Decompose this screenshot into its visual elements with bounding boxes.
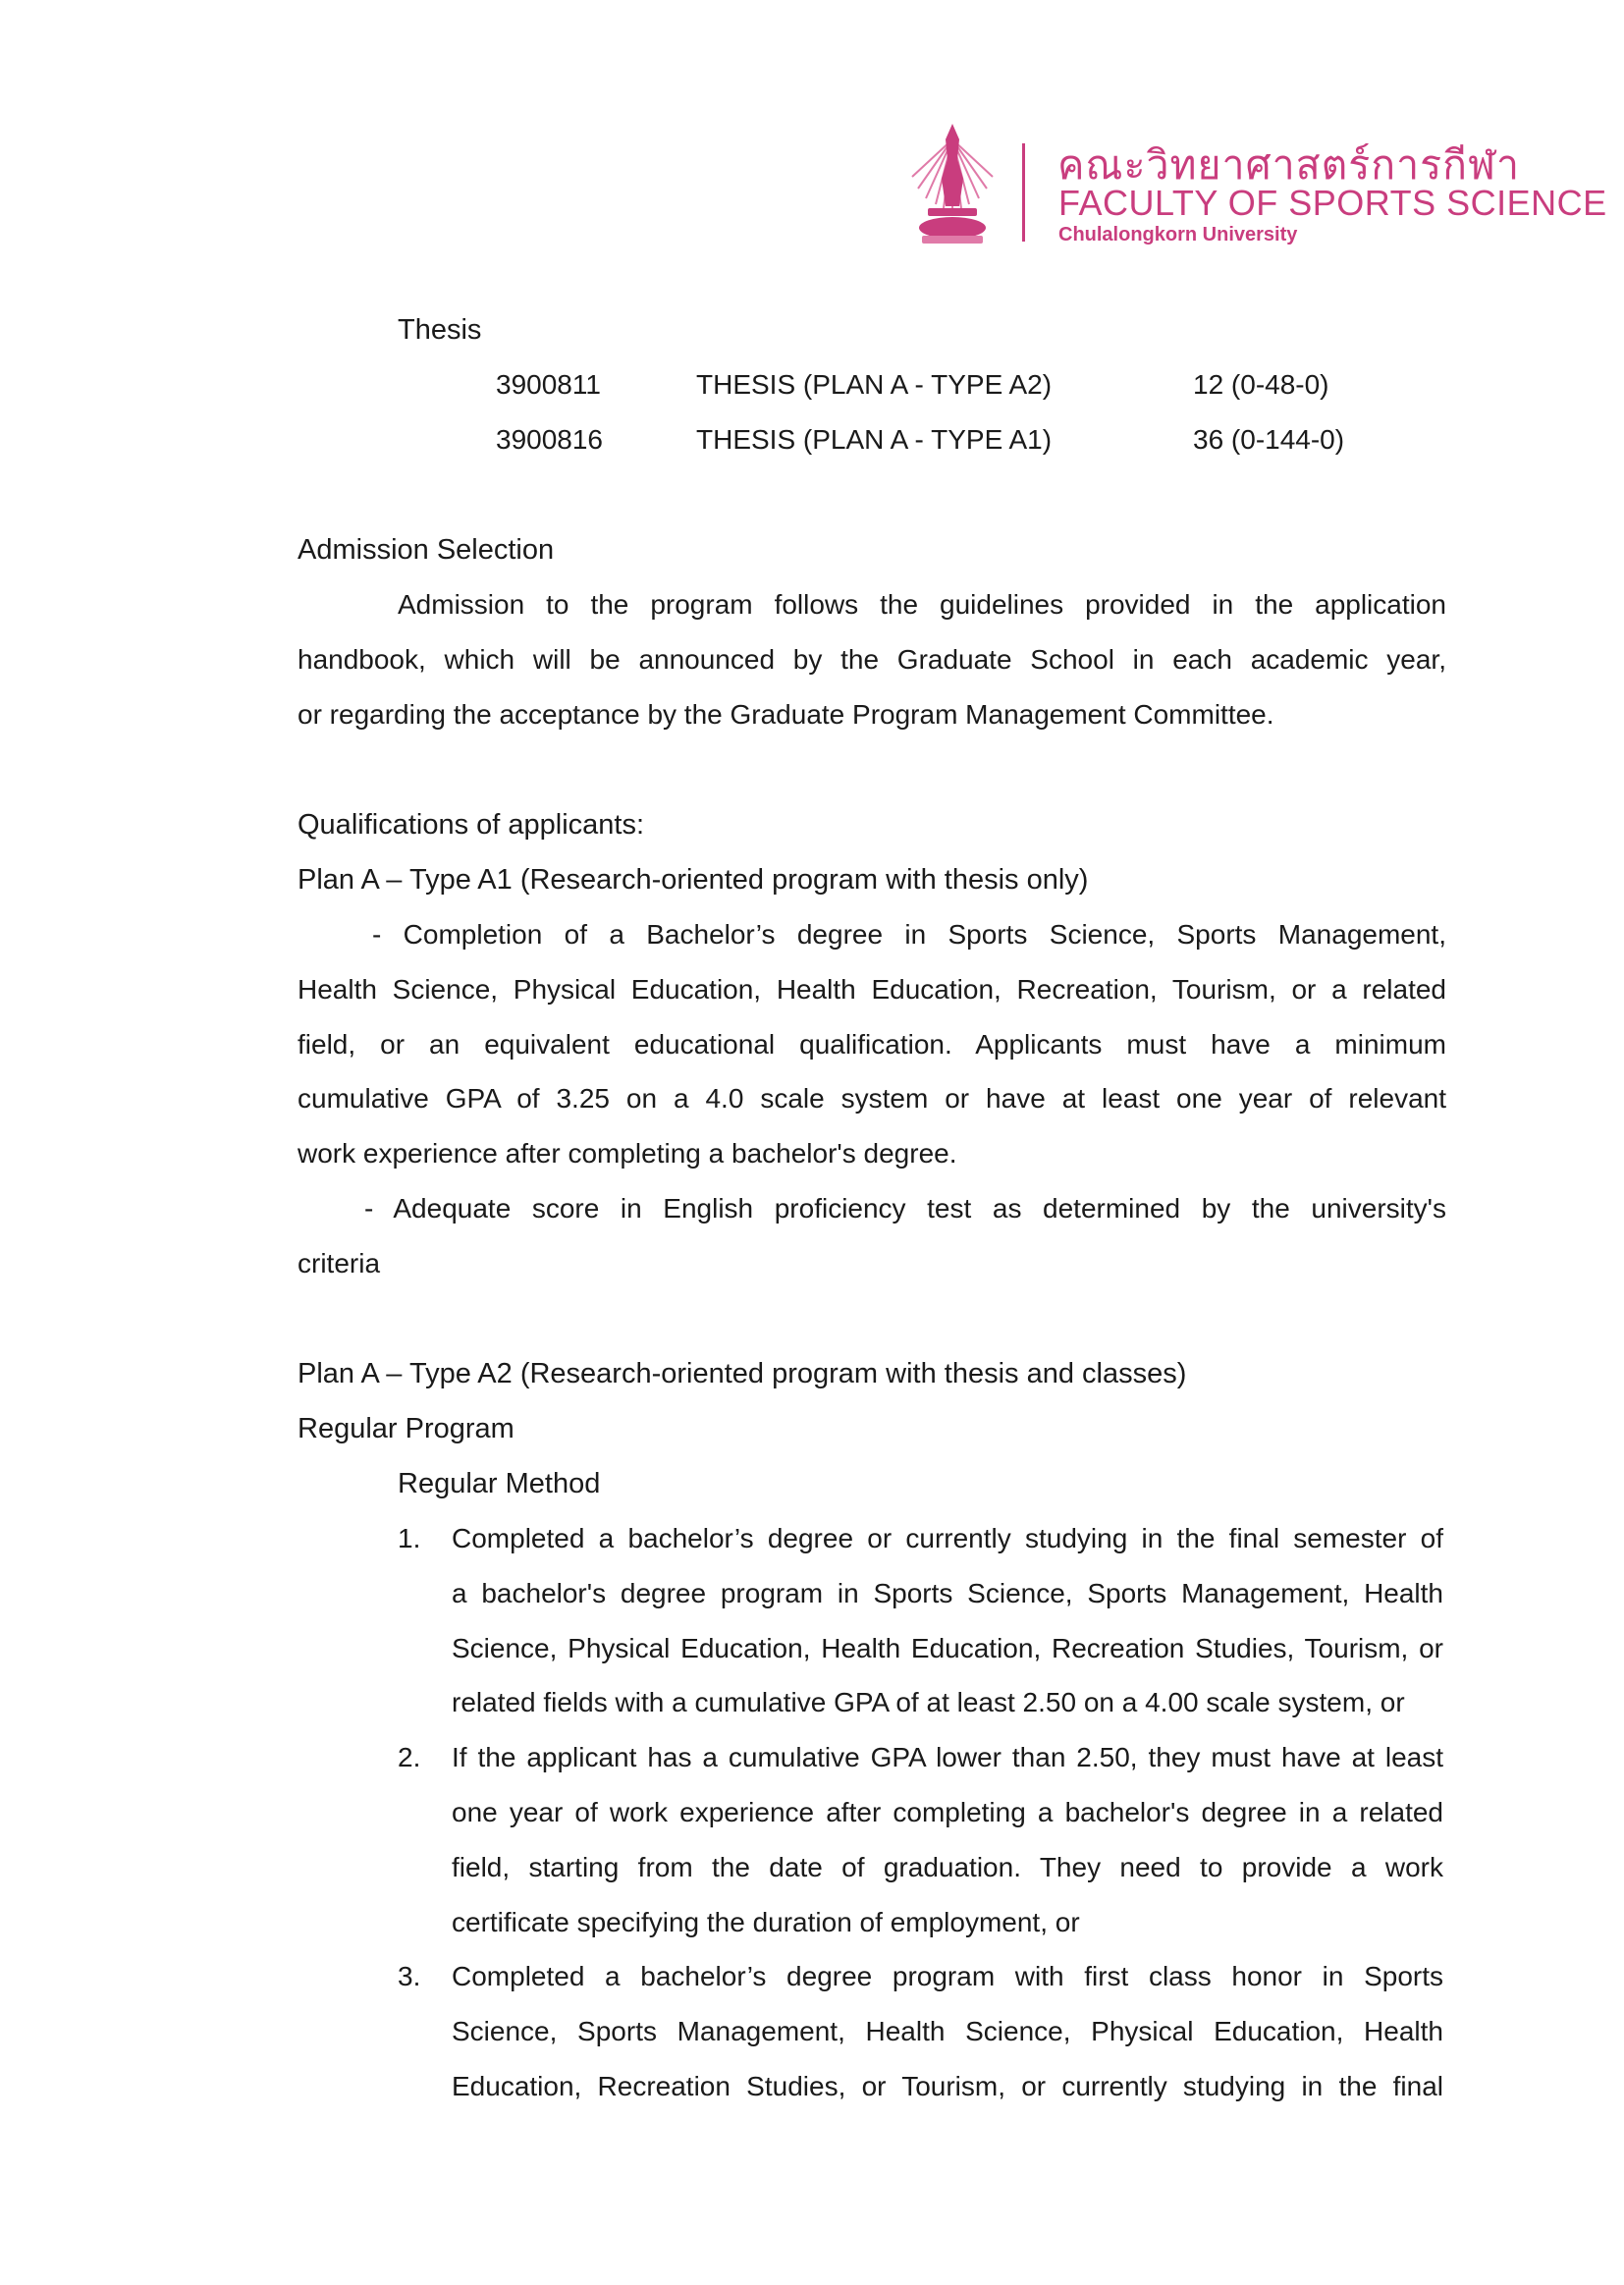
paragraph-line: Completed a bachelor’s degree or currently studying in the final semester of xyxy=(452,1523,1443,1553)
paragraph-line: - Completion of a Bachelor’s degree in Sports Science, Sports Management, xyxy=(372,919,1446,950)
plan-a1-requirement-2 xyxy=(298,1181,1446,1291)
logo-divider xyxy=(1022,143,1025,242)
paragraph-line: If the applicant has a cumulative GPA lower than 2.50, they must have at least xyxy=(452,1742,1443,1773)
paragraph-line: criteria xyxy=(298,1247,381,1279)
faculty-name-english: FACULTY OF SPORTS SCIENCE xyxy=(1058,183,1607,223)
qualifications-heading: Qualifications of applicants: xyxy=(298,809,645,841)
regular-program-heading: Regular Program xyxy=(298,1413,514,1444)
course-title: THESIS (PLAN A - TYPE A2) xyxy=(696,369,1053,400)
regular-method-heading: Regular Method xyxy=(398,1468,601,1499)
admission-heading: Admission Selection xyxy=(298,534,555,566)
course-code: 3900811 xyxy=(496,369,601,400)
course-credits: 12 (0-48-0) xyxy=(1193,369,1329,400)
paragraph-line: field, or an equivalent educational qualification. Applicants must have a minimum xyxy=(298,1028,1446,1060)
paragraph-line: field, starting from the date of graduation. They need to provide a work xyxy=(452,1851,1443,1882)
list-item xyxy=(398,1511,1443,1730)
course-title: THESIS (PLAN A - TYPE A1) xyxy=(696,424,1053,455)
university-name: Chulalongkorn University xyxy=(1058,224,1298,245)
paragraph-line: Science, Sports Management, Health Science, Physical Education, Health xyxy=(452,2016,1443,2047)
thesis-heading: Thesis xyxy=(398,314,482,346)
paragraph-line: Health Science, Physical Education, Health Education, Recreation, Tourism, or a related xyxy=(298,973,1446,1005)
faculty-logo xyxy=(908,120,1607,247)
list-item xyxy=(398,1949,1443,2113)
paragraph-line: a bachelor's degree program in Sports Science, Sports Management, Health xyxy=(452,1577,1443,1608)
plan-a1-heading: Plan A – Type A1 (Research-oriented program with thesis only) xyxy=(298,864,1089,896)
paragraph-line: Education, Recreation Studies, or Tourism, or currently studying in the final xyxy=(452,2070,1443,2101)
paragraph-line: handbook, which will be announced by the Graduate School in each academic year, xyxy=(298,643,1446,675)
course-code: 3900816 xyxy=(496,424,604,455)
paragraph-line: Completed a bachelor’s degree program with first class honor in Sports xyxy=(452,1961,1443,1992)
paragraph-line: cumulative GPA of 3.25 on a 4.0 scale system or have at least one year of relevant xyxy=(298,1083,1446,1115)
paragraph-line: related fields with a cumulative GPA of at least 2.50 on a 4.00 scale system, or xyxy=(452,1687,1405,1718)
list-item-number: 3. xyxy=(398,1961,421,1992)
course-row xyxy=(496,365,1380,405)
paragraph-line: - Adequate score in English proficiency test as determined by the university's xyxy=(364,1193,1446,1224)
paragraph-line: one year of work experience after completing a bachelor's degree in a related xyxy=(452,1796,1443,1827)
faculty-name-thai: คณะวิทยาศาสตร์การกีฬา xyxy=(1057,141,1521,189)
paragraph-line: certificate specifying the duration of employment, or xyxy=(452,1906,1080,1937)
plan-a1-requirement-1 xyxy=(298,907,1446,1181)
plan-a2-heading: Plan A – Type A2 (Research-oriented program with thesis and classes) xyxy=(298,1358,1187,1389)
paragraph-line: work experience after completing a bachelor's degree. xyxy=(298,1138,957,1170)
course-credits: 36 (0-144-0) xyxy=(1193,424,1345,455)
phra-kiao-emblem-icon xyxy=(908,120,997,247)
list-item xyxy=(398,1730,1443,1949)
paragraph-line: or regarding the acceptance by the Graduate Program Management Committee. xyxy=(298,698,1274,730)
list-item-number: 1. xyxy=(398,1523,421,1553)
admission-paragraph xyxy=(298,577,1446,741)
requirements-list xyxy=(398,1511,1443,2114)
paragraph-line: Science, Physical Education, Health Education, Recreation Studies, Tourism, or xyxy=(452,1632,1443,1663)
course-row xyxy=(496,420,1380,460)
list-item-number: 2. xyxy=(398,1742,421,1773)
paragraph-line: Admission to the program follows the guidelines provided in the application xyxy=(398,589,1446,620)
